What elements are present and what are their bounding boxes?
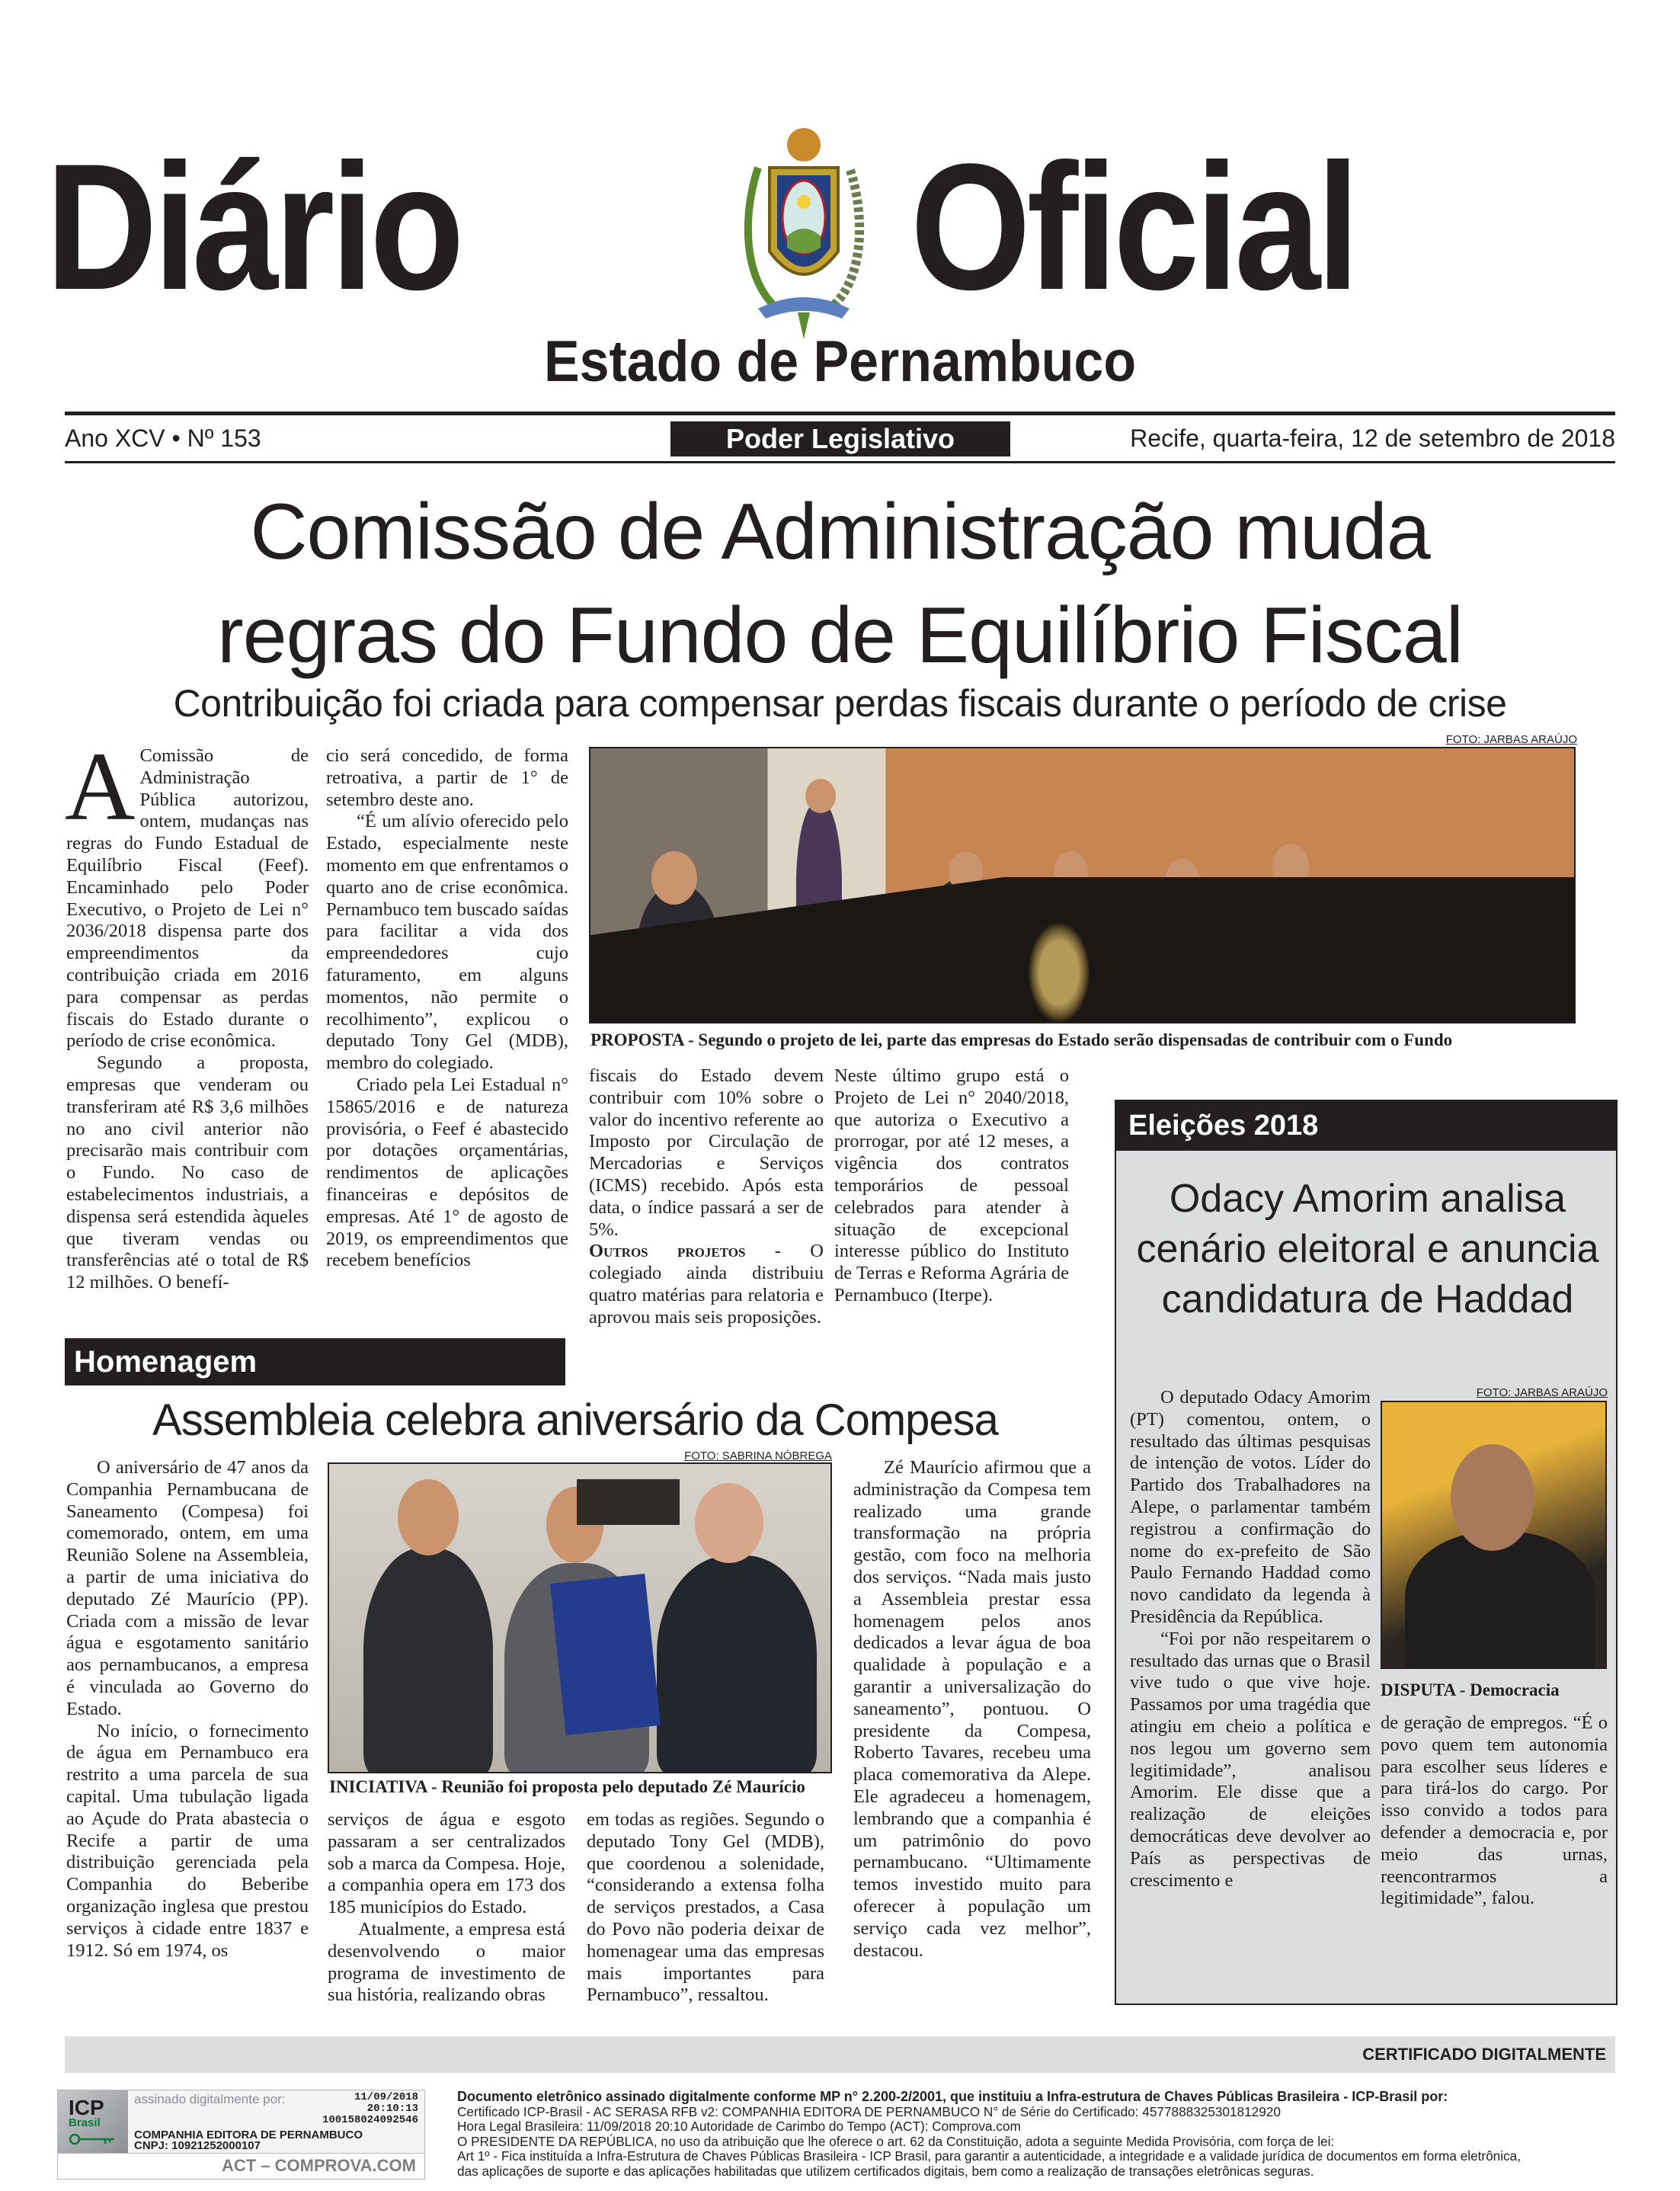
- election-column-2: [1381, 1712, 1608, 1910]
- compesa-paragraph: O aniversário de 47 anos da Companhia Pernambucana de Saneamento (Compesa) foi comemorado, ontem, em uma Reunião Solene na Assembleia, a partir de uma iniciativa do deputado Zé Maurício (PP). Criada com a missão de levar água e esgotamento sanitário aos pernambucanos, a empresa é vinculada ao Governo do Estado.: [66, 1457, 309, 1719]
- lead-paragraph: Outros projetos - O colegiado ainda distribuiu quatro matérias para relatoria e aprovou mais seis proposições.: [589, 1241, 824, 1328]
- compesa-photo-plaque: [328, 1462, 832, 1773]
- footer-certified-label: CERTIFICADO DIGITALMENTE: [1362, 2045, 1606, 2064]
- lead-column-2: [326, 745, 568, 1272]
- photo-figure-head: [1451, 1444, 1534, 1551]
- election-photo-odacy-amorim: [1381, 1401, 1607, 1669]
- compesa-paragraph: Atualmente, a empresa está desenvolvendo o maior programa de investimento de sua história, realizando obras: [328, 1918, 565, 2006]
- lead-paragraph: fiscais do Estado devem contribuir com 10% sobre o valor do incentivo referente ao Imposto por Circulação de Mercadorias e Serviços (ICMS) recebido. Após esta data, o índice passará a ser de 5%.: [589, 1065, 824, 1240]
- compesa-paragraph: serviços de água e esgoto passaram a ser centralizados sob a marca da Compesa. Hoje, a companhia opera em 173 dos 185 municípios do Estado.: [328, 1809, 565, 1918]
- photo-figure: [1405, 1532, 1595, 1669]
- issue-number: Ano XCV • Nº 153: [65, 424, 261, 452]
- legal-line: O PRESIDENTE DA REPÚBLICA, no uso da atribuição que lhe oferece o art. 62 da Constituição, adota a seguinte Medida Provisória, com força de lei:: [457, 2133, 1335, 2149]
- photo-figure: [363, 1548, 493, 1773]
- photo-plaque-box: [550, 1574, 661, 1735]
- election-paragraph: “Foi por não respeitarem o resultado das urnas que o Brasil vive tudo o que vive hoje. Passamos por uma tragédia que atingiu em cheio a política e nos legou um governo sem legitimidade”, analisou Amorim. Ele disse que a realização de eleições democráticas deve devolver ao País as perspectivas de crescimento e: [1130, 1628, 1371, 1891]
- photo-figure: [657, 1555, 817, 1773]
- legal-line: Hora Legal Brasileira: 11/09/2018 20:10 Autoridade de Carimbo do Tempo (ACT): Comprova.com: [457, 2119, 1021, 2135]
- lead-dek: Contribuição foi criada para compensar perdas fiscais durante o período de crise: [173, 682, 1507, 725]
- legal-line: Art 1º - Fica instituída a Infra-Estrutura de Chaves Públicas Brasileira - ICP Brasil, para garantir a autenticidade, a integridade e a validade jurídica de documentos em forma eletrônica,: [457, 2148, 1521, 2164]
- masthead-rule-bottom: [65, 461, 1615, 463]
- section-kicker-homenagem: Homenagem: [65, 1338, 565, 1385]
- compesa-column-2: [328, 1809, 565, 2007]
- masthead-word-oficial: Oficial: [910, 127, 1356, 328]
- photo-figure-head: [805, 779, 836, 813]
- compesa-column-3: [587, 1809, 824, 2007]
- stamp-serial: 100158024092546: [322, 2114, 418, 2126]
- compesa-paragraph: em todas as regiões. Segundo o deputado Tony Gel (MDB), que coordenou a solenidade, “considerando a extensa folha de serviços prestados, a Casa do Povo não poderia deixar de homenagear uma das empresas mais importantes para Pernambuco”, ressaltou.: [587, 1809, 824, 2006]
- compesa-paragraph: No início, o fornecimento de água em Pernambuco era restrito a uma parcela de sua capital. Uma tubulação ligada ao Açude do Prata abastecia o Recife a partir de uma distribuição gerenciada pela Companhia do Beberibe organização inglesa que prestou serviços à cidade entre 1837 e 1912. Só em 1974, os: [66, 1720, 309, 1961]
- lead-paragraph: Segundo a proposta, empresas que venderam ou transferiram até R$ 3,6 milhões no ano civil anterior não precisarão mais contribuir com o Fundo. No caso de estabelecimentos industriais, a dispensa será estendida àqueles que tiveram vendas ou transferências até o total de R$ 12 milhões. O benefí-: [66, 1052, 309, 1293]
- election-headline: Odacy Amorim analisa cenário eleitoral e anuncia candidatura de Haddad: [1136, 1177, 1599, 1321]
- stamp-signed-by: assinado digitalmente por:: [134, 2092, 286, 2106]
- photo-figure-head: [651, 851, 697, 905]
- photo-clock: [577, 1479, 680, 1525]
- election-photo-credit: FOTO: JARBAS ARAÚJO: [1476, 1386, 1608, 1399]
- lead-column-4: [834, 1065, 1069, 1307]
- compesa-column-1: [66, 1457, 309, 1962]
- photo-seal: [1029, 923, 1090, 1022]
- lead-paragraph: cio será concedido, de forma retroativa, a partir de 1° de setembro deste ano.: [326, 745, 568, 810]
- icp-brasil-logo: [58, 2090, 128, 2153]
- stamp-company: [134, 2130, 363, 2151]
- drop-cap: A: [65, 732, 136, 841]
- stamp-company-name: COMPANHIA EDITORA DE PERNAMBUCO: [134, 2129, 363, 2141]
- stamp-cnpj: CNPJ: 10921252000107: [134, 2139, 261, 2152]
- lead-paragraph: Neste último grupo está o Projeto de Lei n° 2040/2018, que autoriza o Executivo a prorrogar, por até 12 meses, a vigência dos contratos temporários de pessoal celebrados para atender à situação de excepcional interesse público do Instituto de Terras e Reforma Agrária de Pernambuco (Iterpe).: [834, 1065, 1069, 1305]
- footer-bar: [65, 2036, 1615, 2073]
- digital-signature-stamp: [57, 2090, 425, 2180]
- photo-figure-head: [695, 1483, 763, 1563]
- legal-line: Certificado ICP-Brasil - AC SERASA RFB v2: COMPANHIA EDITORA DE PERNAMBUCO N° de Série do Certificado: 4577888325301812920: [457, 2103, 1281, 2119]
- legal-line: das aplicações de suporte e das aplicações habilitadas que utilizem certificados digitais, bem como a realização de transações eletrônicas seguras.: [457, 2163, 1314, 2179]
- section-label: Poder Legislativo: [670, 421, 1010, 456]
- compesa-photo-caption: INICIATIVA - Reunião foi proposta pelo deputado Zé Maurício: [329, 1777, 805, 1796]
- icp-logo-subtext: Brasil: [69, 2116, 101, 2129]
- legal-line: Documento eletrônico assinado digitalmente conforme MP n° 2.200-2/2001, que instituiu a Infra-estrutura de Chaves Públicas Brasileira - ICP-Brasil por:: [457, 2089, 1448, 2104]
- dateline: Recife, quarta-feira, 12 de setembro de 2018: [1130, 424, 1615, 452]
- lead-column-1: [65, 732, 309, 1294]
- footer-legal-text: [457, 2090, 1615, 2180]
- stamp-act-link[interactable]: ACT – COMPROVA.COM: [58, 2153, 424, 2179]
- election-paragraph: O deputado Odacy Amorim (PT) comentou, ontem, o resultado das últimas pesquisas de intenção de votos. Líder do Partido dos Trabalhadores na Alepe, o parlamentar também registrou a confirmação do nome do ex-prefeito de São Paulo Fernando Haddad como novo candidato da legenda à Presidência da República.: [1130, 1387, 1371, 1627]
- compesa-headline: Assembleia celebra aniversário da Compesa: [152, 1395, 998, 1445]
- election-paragraph: de geração de empregos. “É o povo quem tem autonomia para escolher seus líderes e para tirá-los do cargo. Por isso convido a todos para defender a democracia e, por meio das urnas, reencontrarmos a legitimidade”, falou.: [1381, 1712, 1608, 1909]
- stamp-date: 11/09/2018: [354, 2091, 418, 2103]
- key-icon: [69, 2132, 117, 2147]
- election-photo-caption: DISPUTA - Democracia: [1381, 1680, 1560, 1699]
- compesa-photo-credit: FOTO: SABRINA NÓBREGA: [684, 1449, 832, 1462]
- subhead-outros-projetos: Outros projetos: [589, 1241, 746, 1262]
- compesa-column-4: [853, 1457, 1091, 1962]
- lead-photo-credit: FOTO: JARBAS ARAÚJO: [1445, 733, 1577, 746]
- lead-paragraph: Criado pela Lei Estadual n° 15865/2016 e de natureza provisória, o Feef é abastecido por dotações orçamentárias, rendimentos de aplicações financeiras e depósitos de empresas. Até 1° de agosto de 2019, os empreendimentos que recebem benefícios: [326, 1074, 568, 1271]
- masthead-subtitle: Estado de Pernambuco: [543, 329, 1137, 394]
- photo-figure-head: [398, 1479, 459, 1555]
- stamp-time: 20:10:13: [366, 2103, 418, 2115]
- lead-headline: [46, 480, 1634, 687]
- lead-photo-committee-meeting: [589, 747, 1576, 1023]
- section-kicker-eleicoes: Eleições 2018: [1116, 1101, 1616, 1151]
- pernambuco-coat-of-arms-icon: [728, 122, 880, 343]
- icp-logo-text: ICP: [69, 2096, 104, 2119]
- lead-column-3: [589, 1065, 824, 1329]
- lead-headline-line1: Comissão de Administração muda: [250, 488, 1430, 576]
- masthead-rule-top: [65, 412, 1615, 415]
- election-column-1: [1130, 1387, 1371, 1891]
- lead-headline-line2: regras do Fundo de Equilíbrio Fiscal: [217, 591, 1463, 680]
- lead-photo-caption: PROPOSTA - Segundo o projeto de lei, parte das empresas do Estado serão dispensadas de contribuir com o Fundo: [590, 1030, 1453, 1049]
- lead-paragraph: A Comissão de Administração Pública autorizou, ontem, mudanças nas regras do Fundo Estadual de Equilíbrio Fiscal (Feef). Encaminhado pelo Poder Executivo, o Projeto de Lei n° 2036/2018 dispensa parte dos empreendimentos da contribuição criada em 2016 para compensar as perdas fiscais do Estado durante o período de crise econômica.: [65, 732, 309, 1052]
- lead-paragraph: “É um alívio oferecido pelo Estado, especialmente neste momento em que enfrentamos o quarto ano de crise econômica. Pernambuco tem buscado saídas para facilitar a vida dos empreendedores cujo faturamento, em alguns momentos, não permite o recolhimento”, explicou o deputado Tony Gel (MDB), membro do colegiado.: [326, 811, 568, 1074]
- compesa-paragraph: Zé Maurício afirmou que a administração da Compesa tem realizado uma grande transformação na própria gestão, com foco na melhoria dos serviços. “Nada mais justo a Assembleia prestar essa homenagem pelos anos dedicados a levar água de boa qualidade à população e a garantir a universalização do saneamento”, pontuou. O presidente da Compesa, Roberto Tavares, recebeu uma placa comemorativa da Alepe. Ele agradeceu a homenagem, lembrando que a companhia é um patrimônio do povo pernambucano. “Ultimamente temos investido muito para oferecer à população um serviço cada vez melhor”, destacou.: [853, 1457, 1091, 1961]
- masthead-word-diario: Diário: [46, 127, 461, 328]
- stamp-timestamp: [322, 2092, 418, 2126]
